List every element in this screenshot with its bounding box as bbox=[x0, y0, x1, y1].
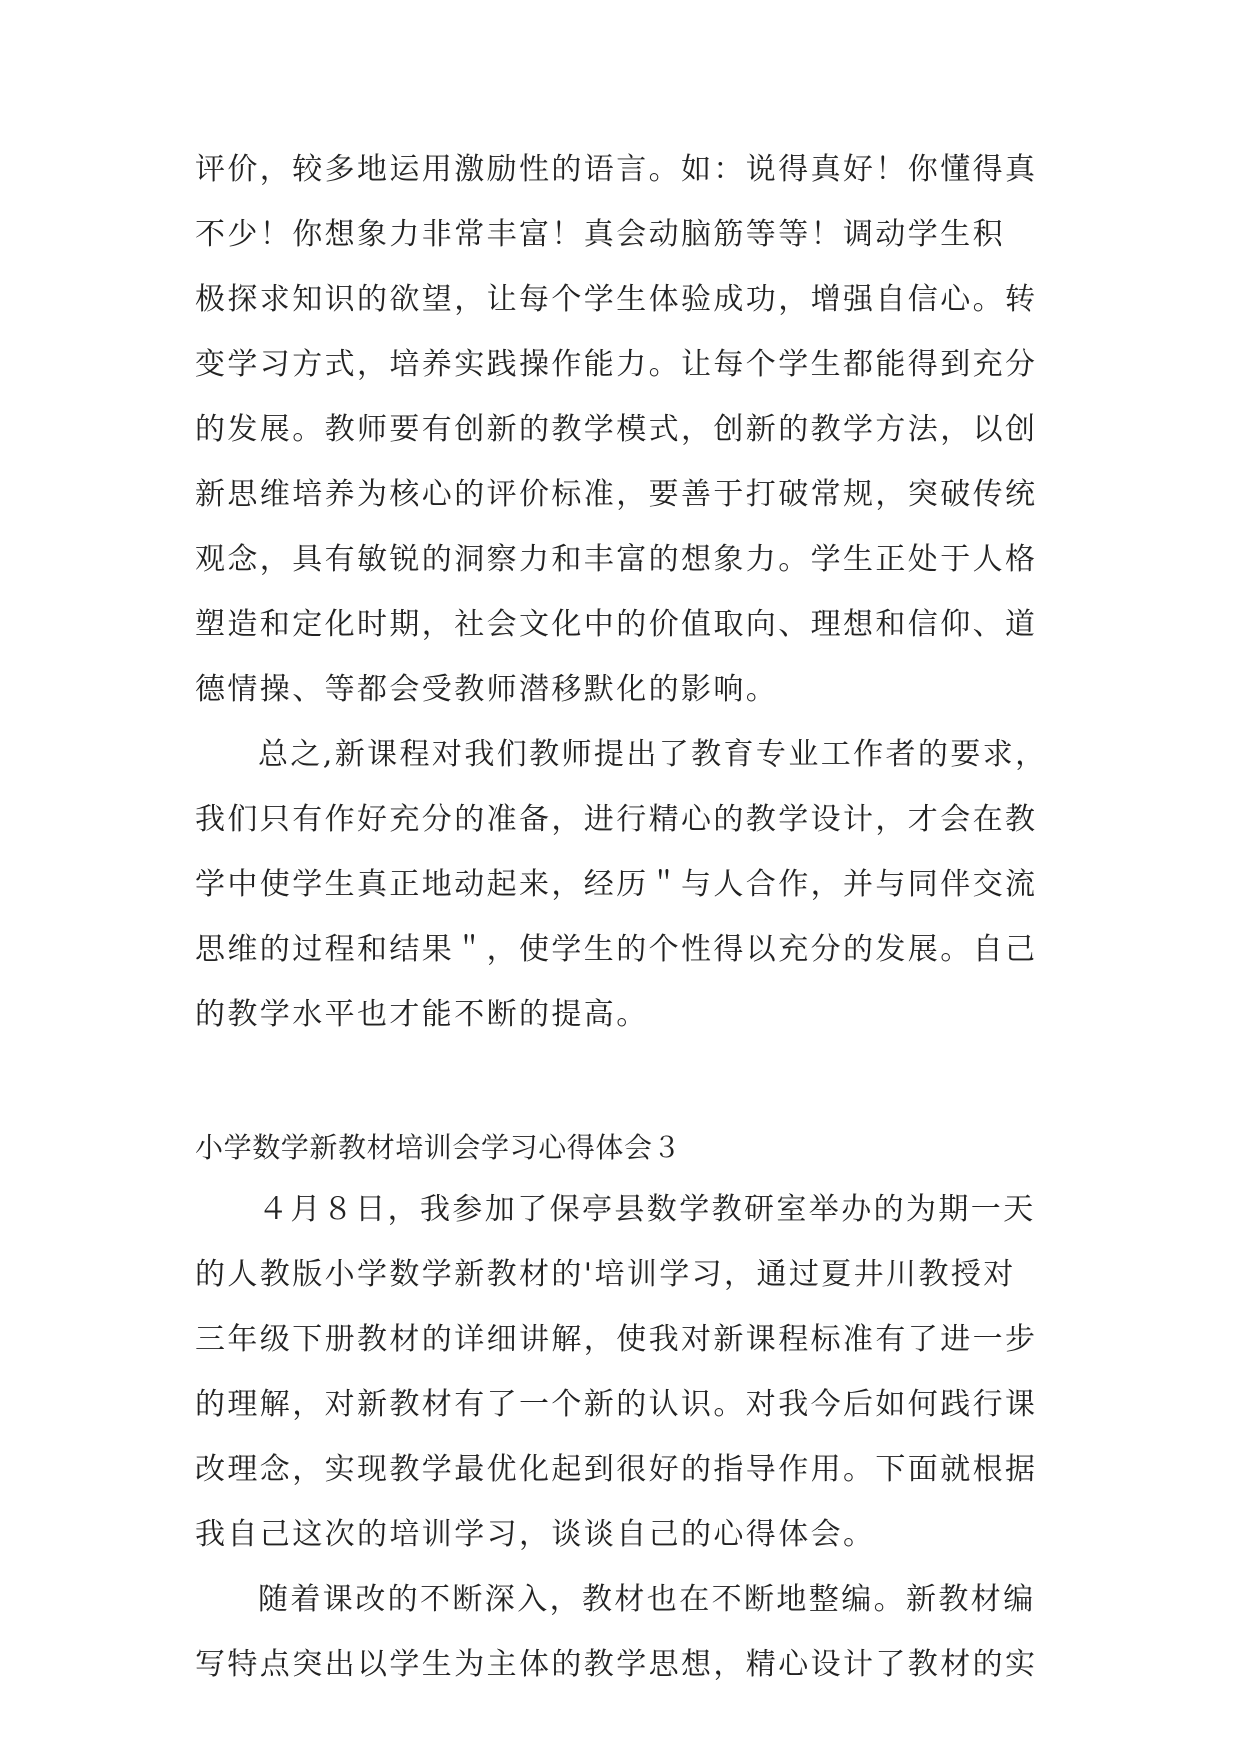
paragraph-1-line-2: 不少！你想象力非常丰富！真会动脑筋等等！调动学生积 bbox=[195, 217, 1005, 252]
paragraph-1-line-3: 极探求知识的欲望，让每个学生体验成功，增强自信心。转 bbox=[195, 282, 1038, 317]
paragraph-1-line-9: 德情操、等都会受教师潜移默化的影响。 bbox=[195, 672, 779, 707]
paragraph-3-line-3: 三年级下册教材的详细讲解，使我对新课程标准有了进一步 bbox=[195, 1322, 1038, 1357]
paragraph-1-line-7: 观念，具有敏锐的洞察力和丰富的想象力。学生正处于人格 bbox=[195, 542, 1038, 577]
paragraph-3-line-5: 改理念，实现教学最优化起到很好的指导作用。下面就根据 bbox=[195, 1452, 1038, 1487]
paragraph-3-line-2: 的人教版小学数学新教材的'培训学习，通过夏井川教授对 bbox=[195, 1257, 1016, 1292]
section-title: 小学数学新教材培训会学习心得体会３ bbox=[195, 1131, 682, 1164]
paragraph-2-line-5: 的教学水平也才能不断的提高。 bbox=[195, 997, 649, 1032]
paragraph-2-line-2: 我们只有作好充分的准备，进行精心的教学设计，才会在教 bbox=[195, 802, 1038, 837]
paragraph-1-line-5: 的发展。教师要有创新的教学模式，创新的教学方法，以创 bbox=[195, 412, 1038, 447]
paragraph-2-line-1: 总之,新课程对我们教师提出了教育专业工作者的要求， bbox=[258, 737, 1048, 772]
paragraph-3-line-1: ４月８日，我参加了保亭县数学教研室举办的为期一天 bbox=[258, 1192, 1036, 1227]
paragraph-1-line-8: 塑造和定化时期，社会文化中的价值取向、理想和信仰、道 bbox=[195, 607, 1038, 642]
paragraph-3-line-4: 的理解，对新教材有了一个新的认识。对我今后如何践行课 bbox=[195, 1387, 1038, 1422]
paragraph-4-line-2: 写特点突出以学生为主体的教学思想，精心设计了教材的实 bbox=[195, 1647, 1038, 1682]
paragraph-2-line-4: 思维的过程和结果＂，使学生的个性得以充分的发展。自己 bbox=[195, 932, 1038, 967]
paragraph-1-line-1: 评价，较多地运用激励性的语言。如：说得真好！你懂得真 bbox=[195, 152, 1038, 187]
paragraph-3-line-6: 我自己这次的培训学习，谈谈自己的心得体会。 bbox=[195, 1517, 876, 1552]
paragraph-1-line-6: 新思维培养为核心的评价标准，要善于打破常规，突破传统 bbox=[195, 477, 1038, 512]
paragraph-2-line-3: 学中使学生真正地动起来，经历＂与人合作，并与同伴交流 bbox=[195, 867, 1038, 902]
paragraph-4-line-1: 随着课改的不断深入，教材也在不断地整编。新教材编 bbox=[258, 1582, 1036, 1617]
paragraph-1-line-4: 变学习方式，培养实践操作能力。让每个学生都能得到充分 bbox=[195, 347, 1038, 382]
